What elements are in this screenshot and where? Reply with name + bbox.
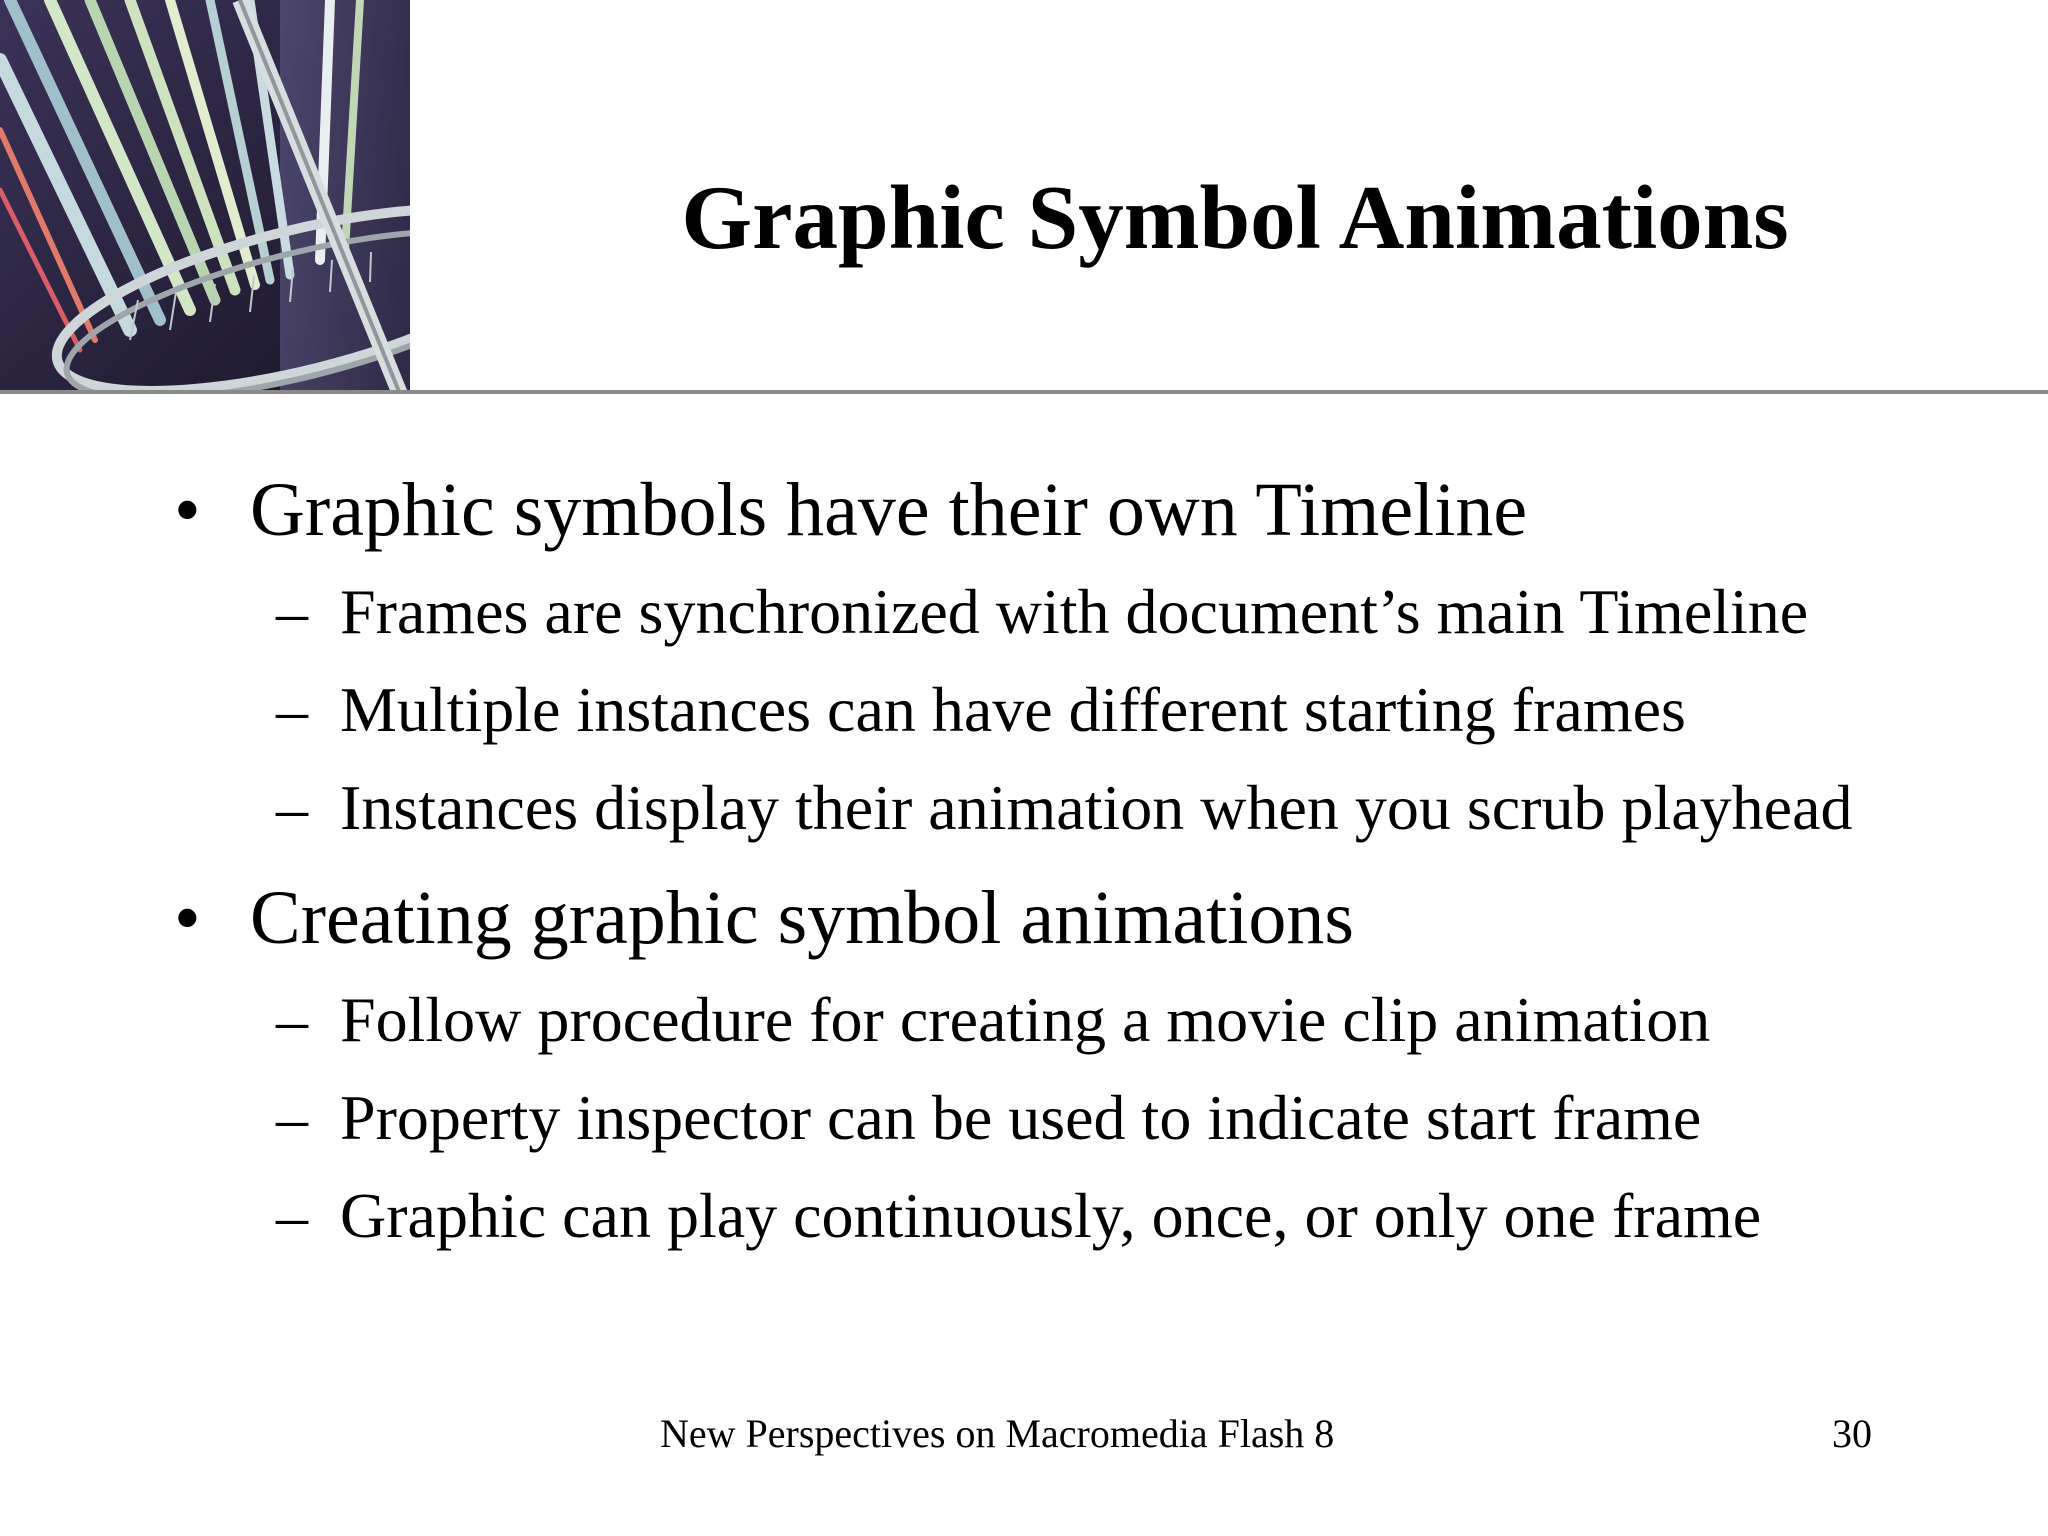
sub-bullet-text: Multiple instances can have different starting frames [340, 674, 1686, 745]
sub-bullet-text: Instances display their animation when you scrub playhead [340, 772, 1853, 843]
dash-marker: – [276, 1082, 308, 1153]
bullet-marker: • [174, 468, 201, 552]
bullet-marker: • [174, 876, 201, 960]
footer-text: New Perspectives on Macromedia Flash 8 [660, 1411, 1335, 1456]
bullet-text: Graphic symbols have their own Timeline [250, 468, 1528, 552]
sub-bullet-text: Frames are synchronized with document’s main Timeline [340, 576, 1809, 647]
bullet-text: Creating graphic symbol animations [250, 876, 1354, 960]
page-number: 30 [1832, 1411, 1872, 1456]
dash-marker: – [276, 576, 308, 647]
dash-marker: – [276, 984, 308, 1055]
sub-bullet-text: Follow procedure for creating a movie clip animation [340, 984, 1711, 1055]
dash-marker: – [276, 674, 308, 745]
sub-bullet-text: Graphic can play continuously, once, or only one frame [340, 1180, 1762, 1251]
dash-marker: – [276, 1180, 308, 1251]
slide-title: Graphic Symbol Animations [681, 167, 1789, 268]
dash-marker: – [276, 772, 308, 843]
sub-bullet-text: Property inspector can be used to indicate start frame [340, 1082, 1702, 1153]
